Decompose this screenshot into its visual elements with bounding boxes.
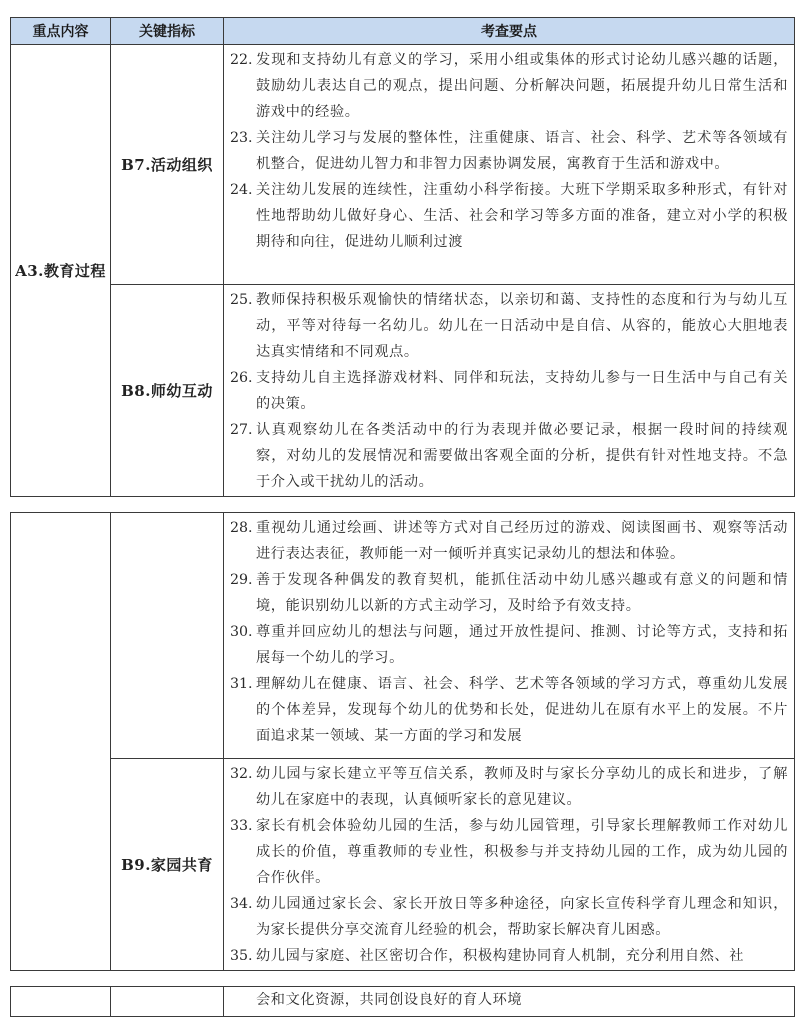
point-text: 关注幼儿学习与发展的整体性，注重健康、语言、社会、科学、艺术等各领域有机整合，促进幼儿智力和非智力因素协调发展，寓教育于生活和游戏中。 xyxy=(256,130,788,172)
list-item xyxy=(230,619,788,671)
list-item xyxy=(230,177,788,255)
points-cell-b7 xyxy=(224,45,795,285)
indicator-cell-b8: B8.师幼互动 xyxy=(111,285,224,497)
indicator-cell-b8-continued xyxy=(111,513,224,759)
table-fragment-3 xyxy=(10,986,795,1017)
point-text: 善于发现各种偶发的教育契机，能抓住活动中幼儿感兴趣或有意义的问题和情境，能识别幼儿以新的方式主动学习，及时给予有效支持。 xyxy=(256,572,788,614)
point-number: 27. xyxy=(230,422,253,438)
point-text: 认真观察幼儿在各类活动中的行为表现并做必要记录，根据一段时间的持续观察，对幼儿的发展情况和需要做出客观全面的分析，提供有针对性地支持。不急于介入或干扰幼儿的活动。 xyxy=(256,422,788,490)
point-number: 33. xyxy=(230,818,253,834)
point-text: 理解幼儿在健康、语言、社会、科学、艺术等各领域的学习方式，尊重幼儿发展的个体差异，发现每个幼儿的优势和长处，促进幼儿在原有水平上的发展。不片面追求某一领域、某一方面的学习和发展 xyxy=(256,676,788,744)
list-item xyxy=(230,287,788,365)
list-item xyxy=(230,125,788,177)
point-number: 25. xyxy=(230,292,253,308)
list-item xyxy=(230,671,788,749)
point-text: 重视幼儿通过绘画、讲述等方式对自己经历过的游戏、阅读图画书、观察等活动进行表达表征，教师能一对一倾听并真实记录幼儿的想法和体验。 xyxy=(256,520,788,562)
table-fragment-1 xyxy=(10,17,795,497)
point-text: 幼儿园与家长建立平等互信关系，教师及时与家长分享幼儿的成长和进步，了解幼儿在家庭中的表现，认真倾听家长的意见建议。 xyxy=(256,766,788,808)
area-cell-continued xyxy=(11,987,111,1017)
point-number: 34. xyxy=(230,896,253,912)
list-item xyxy=(230,47,788,125)
list-item xyxy=(230,567,788,619)
list-item xyxy=(230,891,788,943)
list-item xyxy=(230,943,788,969)
point-text: 关注幼儿发展的连续性，注重幼小科学衔接。大班下学期采取多种形式，有针对性地帮助幼儿做好身心、生活、社会和学习等多方面的准备，建立对小学的积极期待和向往，促进幼儿顺利过渡 xyxy=(256,182,788,250)
indicator-cell-b9-continued xyxy=(111,987,224,1017)
point-text: 幼儿园与家庭、社区密切合作，积极构建协同育人机制，充分利用自然、社 xyxy=(256,948,744,964)
list-item xyxy=(230,365,788,417)
area-cell-a3: A3.教育过程 xyxy=(11,45,111,497)
point-number: 26. xyxy=(230,370,253,386)
point-number: 29. xyxy=(230,572,253,588)
indicator-cell-b7: B7.活动组织 xyxy=(111,45,224,285)
header-key-indicator: 关键指标 xyxy=(111,18,224,45)
header-check-points: 考查要点 xyxy=(224,18,795,45)
point-35-continuation: 会和文化资源，共同创设良好的育人环境 xyxy=(224,987,795,1017)
table-fragment-2 xyxy=(10,512,795,971)
list-item xyxy=(230,417,788,495)
point-number: 22. xyxy=(230,52,253,68)
point-text: 家长有机会体验幼儿园的生活，参与幼儿园管理，引导家长理解教师工作对幼儿成长的价值，尊重教师的专业性，积极参与并支持幼儿园的工作，成为幼儿园的合作伙伴。 xyxy=(256,818,788,886)
point-number: 35. xyxy=(230,948,253,964)
point-number: 31. xyxy=(230,676,253,692)
indicator-cell-b9: B9.家园共育 xyxy=(111,759,224,971)
points-cell-b8 xyxy=(224,285,795,497)
point-number: 24. xyxy=(230,182,253,198)
point-text: 支持幼儿自主选择游戏材料、同伴和玩法，支持幼儿参与一日生活中与自己有关的决策。 xyxy=(256,370,788,412)
points-cell-b8-continued xyxy=(224,513,795,759)
points-cell-b9 xyxy=(224,759,795,971)
header-key-content: 重点内容 xyxy=(11,18,111,45)
point-number: 23. xyxy=(230,130,253,146)
point-text: 教师保持积极乐观愉快的情绪状态，以亲切和蔼、支持性的态度和行为与幼儿互动，平等对待每一名幼儿。幼儿在一日活动中是自信、从容的，能放心大胆地表达真实情绪和不同观点。 xyxy=(256,292,788,360)
point-text: 尊重并回应幼儿的想法与问题，通过开放性提问、推测、讨论等方式，支持和拓展每一个幼儿的学习。 xyxy=(256,624,788,666)
point-number: 28. xyxy=(230,520,253,536)
point-text: 幼儿园通过家长会、家长开放日等多种途径，向家长宣传科学育儿理念和知识，为家长提供分享交流育儿经验的机会，帮助家长解决育儿困惑。 xyxy=(256,896,788,938)
area-cell-continued xyxy=(11,513,111,971)
point-number: 30. xyxy=(230,624,253,640)
list-item xyxy=(230,813,788,891)
point-text: 发现和支持幼儿有意义的学习，采用小组或集体的形式讨论幼儿感兴趣的话题，鼓励幼儿表达自己的观点，提出问题、分析解决问题，拓展提升幼儿日常生活和游戏中的经验。 xyxy=(256,52,788,120)
point-number: 32. xyxy=(230,766,253,782)
list-item xyxy=(230,515,788,567)
list-item xyxy=(230,761,788,813)
